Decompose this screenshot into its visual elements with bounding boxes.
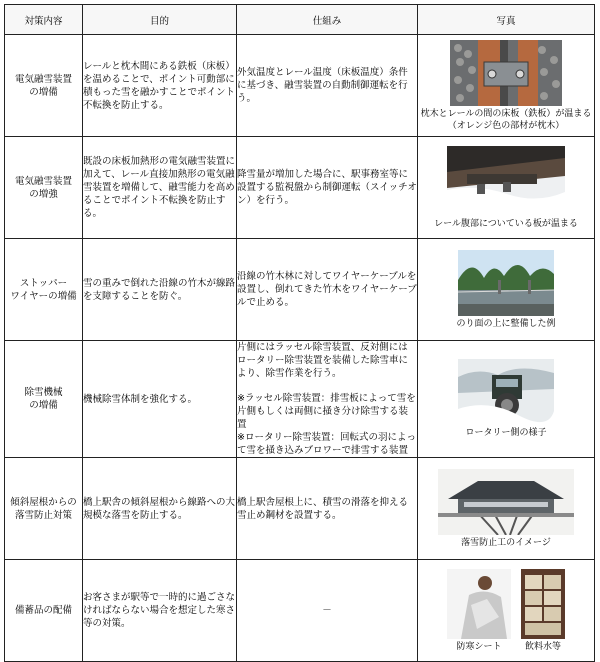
- table-row: [5, 35, 595, 137]
- row-measure: 電気融雪装置 の増備: [5, 35, 83, 137]
- row-measure: 備蓄品の配備: [5, 560, 83, 662]
- row-photo-cell: [418, 458, 595, 560]
- row-mechanism: 降雪量が増加した場合に、駅事務室等に設置する監視盤から制御運転（スイッチオン）を行う。: [237, 137, 418, 239]
- roof-snow-guard-photo: [438, 469, 574, 535]
- photo-caption: のり面の上に整備した例: [456, 318, 556, 329]
- supply-photos: [418, 569, 594, 653]
- header-mechanism: 仕組み: [237, 5, 418, 35]
- row-mechanism: 沿線の竹木林に対してワイヤーケーブルを設置し、倒れてきた竹木をワイヤーケーブルで止める。: [237, 239, 418, 341]
- mechanism-main-text: 片側にはラッセル除雪装置、反対側にはロータリー除雪装置を装備した除雪車により、除雪作業を行う。: [237, 342, 409, 379]
- table-row: [5, 560, 595, 662]
- water-photo-group: [521, 569, 565, 653]
- mechanism-dash: －: [322, 605, 332, 616]
- row-mechanism: [237, 560, 418, 662]
- row-mechanism: 外気温度とレール温度（床板温度）条件に基づき、融雪装置の自動制御運転を行う。: [237, 35, 418, 137]
- table-row: [5, 458, 595, 560]
- row-mechanism: [237, 341, 418, 458]
- row-purpose: 機械除雪体制を強化する。: [83, 341, 237, 458]
- photo-caption: 枕木とレールの間の床板（鉄板）が温まる （オレンジ色の部材が枕木）: [420, 108, 592, 131]
- row-photo-cell: [418, 560, 595, 662]
- stopper-wire-photo: [458, 250, 554, 316]
- row-photo-cell: [418, 239, 595, 341]
- table-row: [5, 341, 595, 458]
- blanket-photo-group: [447, 569, 511, 653]
- thermal-blanket-photo: [447, 569, 511, 639]
- row-photo-cell: [418, 137, 595, 239]
- mechanism-note: ※ラッセル除雪装置：排雪板によって雪を片側もしくは両側に掻き分け除雪する装置 ※ロータリー除雪装置：回転式の羽によって雪を掻き込みブロワーで排雪する装置: [237, 393, 416, 456]
- header-row: [5, 5, 595, 35]
- photo-caption: 防寒シート: [456, 641, 502, 652]
- header-purpose: 目的: [83, 5, 237, 35]
- photo-caption: 落雪防止工のイメージ: [461, 537, 551, 548]
- rotary-plow-photo: [458, 359, 554, 425]
- countermeasure-table: [4, 4, 595, 662]
- row-purpose: 雪の重みで倒れた沿線の竹木が線路を支障することを防ぐ。: [83, 239, 237, 341]
- row-measure: 除雪機械 の増備: [5, 341, 83, 458]
- photo-caption: ロータリー側の様子: [465, 428, 547, 438]
- drinking-water-photo: [521, 569, 565, 639]
- row-mechanism: 橋上駅舎屋根上に、積雪の滑落を抑える雪止め鋼材を設置する。: [237, 458, 418, 560]
- row-measure: 傾斜屋根からの 落雪防止対策: [5, 458, 83, 560]
- table-row: [5, 137, 595, 239]
- row-purpose: 橋上駅舎の傾斜屋根から線路への大規模な落雪を防止する。: [83, 458, 237, 560]
- row-photo-cell: [418, 35, 595, 137]
- photo-caption: レール腹部についている板が温まる: [434, 218, 578, 229]
- rail-web-heater-photo: [447, 146, 565, 216]
- row-photo-cell: [418, 341, 595, 458]
- header-measure: 対策内容: [5, 5, 83, 35]
- header-photo: 写真: [418, 5, 595, 35]
- row-purpose: レールと枕木間にある鉄板（床板）を温めることで、ポイント可動部に積もった雪を融かすことでポイント不転換を防止する。: [83, 35, 237, 137]
- rail-heater-photo: [450, 40, 562, 106]
- row-measure: 電気融雪装置 の増強: [5, 137, 83, 239]
- photo-caption: 飲料水等: [524, 641, 561, 652]
- row-purpose: 既設の床板加熱形の電気融雪装置に加えて、レール直接加熱形の電気融雪装置を増備して、融雪能力を高めることでポイント不転換を防止する。: [83, 137, 237, 239]
- row-measure: ストッパー ワイヤーの増備: [5, 239, 83, 341]
- table-row: [5, 239, 595, 341]
- row-purpose: お客さまが駅等で一時的に過ごさなければならない場合を想定した寒さ等の対策。: [83, 560, 237, 662]
